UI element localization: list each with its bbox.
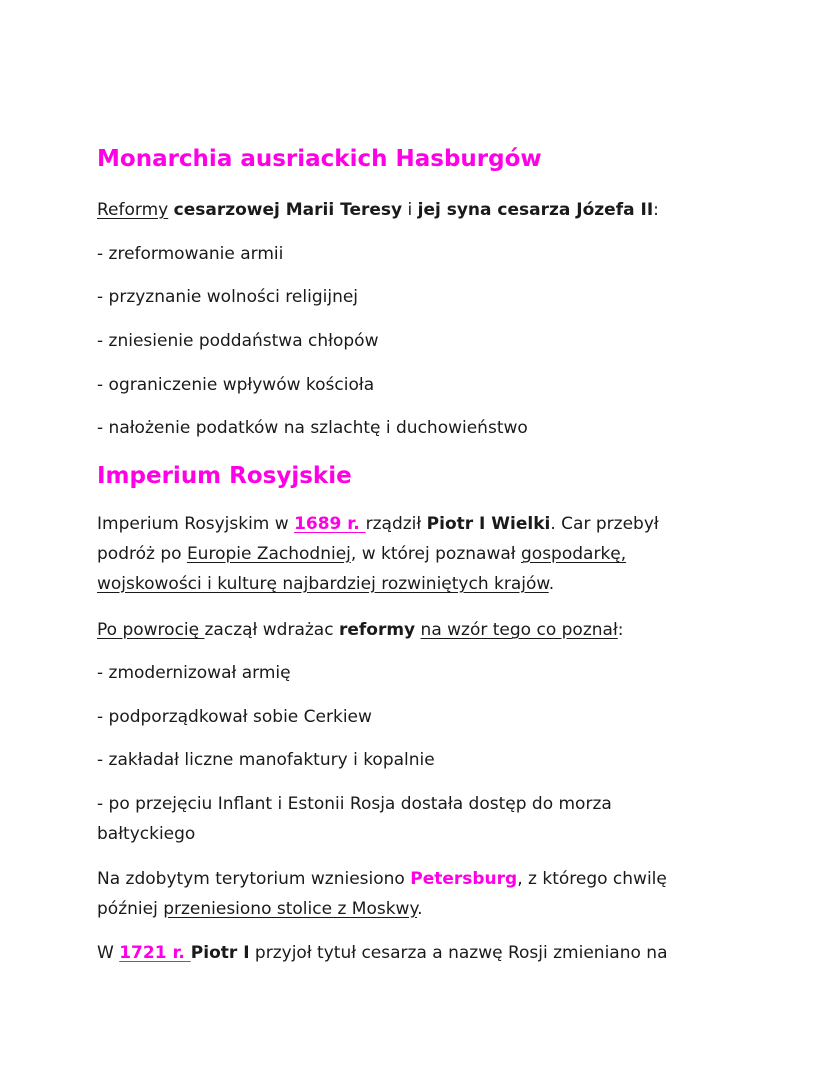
paragraph-line (97, 509, 737, 539)
ruler-name: Piotr I Wielki (426, 514, 551, 534)
text: Na zdobytym terytorium wzniesiono (97, 869, 411, 889)
text: rządził (365, 514, 427, 534)
text: podróż po (97, 544, 187, 564)
text: : (617, 620, 624, 640)
underlined-text: wojskowości i kulturę najbardziej rozwiniętych krajów (97, 574, 549, 594)
list-item: bałtyckiego (97, 824, 196, 844)
intro-mid: i (402, 200, 418, 220)
intro-bold-2: jej syna cesarza Józefa II (417, 200, 654, 220)
underlined-text: gospodarkę, (521, 544, 627, 564)
text: Imperium Rosyjskim w (97, 514, 295, 534)
underlined-text: przeniesiono stolice z Moskwy (163, 899, 418, 919)
list-item: - nałożenie podatków na szlachtę i duchowieństwo (97, 418, 528, 438)
section-heading-habsburg: Monarchia ausriackich Hasburgów (97, 146, 542, 172)
text: , w której poznawał (350, 544, 521, 564)
paragraph-line (97, 569, 737, 599)
text: . (417, 899, 423, 919)
list-item: - zreformowanie armii (97, 244, 284, 264)
list-item: - przyznanie wolności religijnej (97, 287, 359, 307)
list-item: - po przejęciu Inflant i Estonii Rosja dostała dostęp do morza (97, 794, 612, 814)
paragraph-peter (97, 509, 737, 599)
list-item: - zniesienie poddaństwa chłopów (97, 331, 379, 351)
paragraph-line (97, 539, 737, 569)
text: W (97, 943, 120, 963)
list-item: - zmodernizował armię (97, 663, 291, 683)
year-1689: 1689 r. (294, 514, 366, 534)
underlined-text: Europie Zachodniej (186, 544, 351, 564)
paragraph-petersburg (97, 864, 737, 924)
reforms-intro (97, 195, 737, 225)
reforms-bold: reformy (338, 620, 416, 640)
paragraph-return (97, 615, 737, 645)
city-petersburg: Petersburg (410, 869, 518, 889)
text: , z którego chwilę (517, 869, 667, 889)
text: zaczął wdrażac (204, 620, 339, 640)
text: później (97, 899, 164, 919)
intro-word: Reformy (97, 200, 169, 220)
list-item: - ograniczenie wpływów kościoła (97, 375, 375, 395)
paragraph-line (97, 894, 737, 924)
underlined-text: Po powrocię (97, 620, 205, 640)
text: przyjoł tytuł cesarza a nazwę Rosji zmieniano na (249, 943, 668, 963)
text: . (548, 574, 555, 594)
paragraph-line (97, 864, 737, 894)
paragraph-1721 (97, 938, 737, 968)
intro-end: : (653, 200, 659, 220)
text: . Car przebył (550, 514, 659, 534)
year-1721: 1721 r. (119, 943, 191, 963)
list-item: - podporządkował sobie Cerkiew (97, 707, 372, 727)
underlined-text: na wzór tego co poznał (420, 620, 618, 640)
section-heading-russia: Imperium Rosyjskie (97, 463, 352, 489)
intro-bold-1: cesarzowej Marii Teresy (173, 200, 403, 220)
list-item: - zakładał liczne manofaktury i kopalnie (97, 750, 435, 770)
ruler-name: Piotr I (190, 943, 250, 963)
